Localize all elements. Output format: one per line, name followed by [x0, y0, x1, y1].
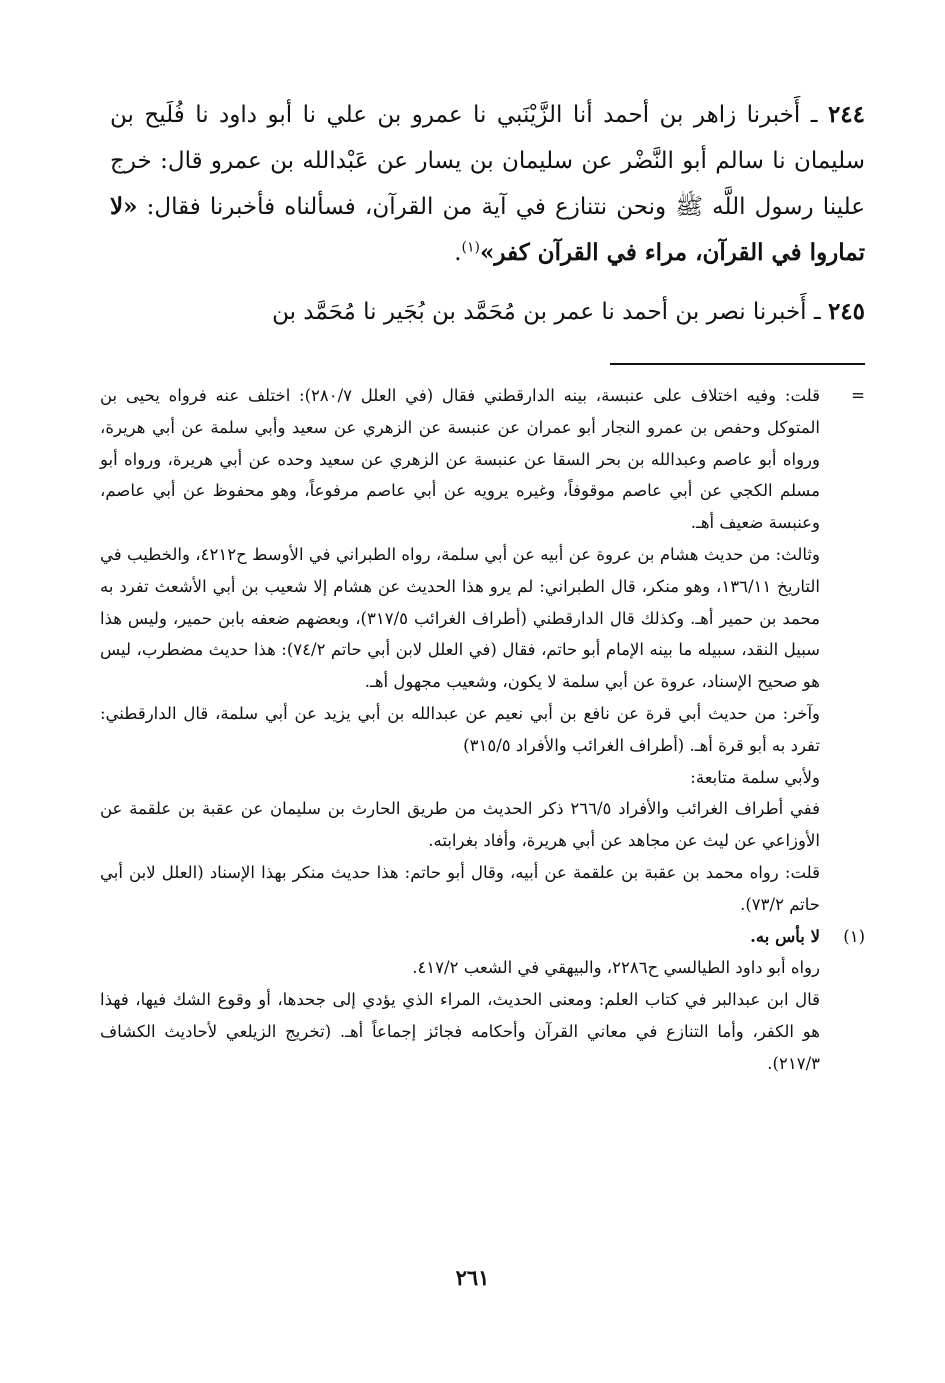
footnote-marker: (١) [843, 926, 865, 946]
main-text [110, 92, 865, 348]
footnotes [100, 380, 865, 1080]
footnote-paragraph: قلت: رواه محمد بن عقبة بن علقمة عن أبيه، وقال أبو حاتم: هذا حديث منكر بهذا الإسناد (العلل لابن أبي حاتم ٧٣/٢). [100, 862, 820, 914]
footnote-separator [610, 363, 865, 365]
footnote-body [100, 380, 820, 921]
hadith-text: ـ أَخبرنا نصر بن أحمد نا عمر بن مُحَمَّد بن بُجَير نا مُحَمَّد بن [272, 299, 828, 325]
footnote-paragraph: رواه أبو داود الطيالسي ح٢٢٨٦، والبيهقي في الشعب ٤١٧/٢. [412, 958, 820, 978]
hadith-quote: «لا تماروا في القرآن، مراء في القرآن كفر» [110, 193, 865, 266]
footnote-1 [100, 921, 865, 1080]
footnote-reference[interactable]: (١) [461, 239, 481, 256]
hadith-text: ـ أَخبرنا زاهر بن أحمد أنا الزَّيْنَبي نا عمرو بن علي نا أبو داود نا فُلَيح بن سليمان نا سالم أبو النَّضْر عن سليمان بن يسار عن عَبْدالله بن عمرو قال: خرج علينا رسول اللَّه ﷺ ونحن نتنازع في آية من القرآن، فسألناه فأخبرنا فقال: [110, 102, 865, 220]
footnote-paragraph: قال ابن عبدالبر في كتاب العلم: ومعنى الحديث، المراء الذي يؤدي إلى جحدها، أو وقوع الشك فيها، فهذا هو الكفر، وأما التنازع في معاني القرآن وأحكامه فجائز إجماعاً أهـ. (تخريج الزيلعي لأحاديث الكشاف ٢١٧/٣). [100, 990, 820, 1073]
footnote-paragraph: وثالث: من حديث هشام بن عروة عن أبيه عن أبي سلمة، رواه الطبراني في الأوسط ح٤٢١٢، والخطيب في التاريخ ١٣٦/١١، وهو منكر، قال الطبراني: لم يرو هذا الحديث عن هشام إلا شعيب بن أبي الأشعث تفرد به محمد بن حمير أهـ. وكذلك قال الدارقطني (أطراف الغرائب ٣١٧/٥)، وبعضهم ضعفه بابن حمير، وليس هذا سبيل النقد، سبيله ما بينه الإمام أبو حاتم، فقال (في العلل لابن أبي حاتم ٧٤/٢): هذا حديث مضطرب، ليس هو صحيح الإسناد، عروة عن أبي سلمة لا يكون، وشعيب مجهول أهـ. [100, 544, 821, 692]
footnote-paragraph: وآخر: من حديث أبي قرة عن نافع بن أبي نعيم عن عبدالله بن أبي يزيد عن أبي سلمة، قال الدارقطني: تفرد به أبو قرة أهـ. (أطراف الغرائب والأفراد ٣١٥/٥) [100, 703, 820, 755]
footnote-continuation [100, 380, 865, 921]
footnote-heading: لا بأس به. [750, 926, 820, 946]
hadith-end: . [454, 240, 462, 266]
hadith-number: ٢٤٤ [827, 101, 865, 128]
hadith-244 [110, 92, 865, 276]
continuation-marker: = [851, 386, 865, 405]
page-number: ٢٦١ [455, 1265, 490, 1290]
footnote-body [100, 921, 820, 1080]
footnote-paragraph: قلت: وفيه اختلاف على عنبسة، بينه الدارقطني فقال (في العلل ٢٨٠/٧): اختلف عنه فرواه يحيى بن المتوكل وحفص بن عمرو النجار أبو عمران عن عنبسة عن الزهري عن سعيد وأبي سلمة عن أبي هريرة، ورواه أبو عاصم وعبدالله بن بحر السقا عن عنبسة عن الزهري عن سعيد وحده عن أبي هريرة، ورواه أبو مسلم الكجي عن أبي عاصم موقوفاً، وغيره يرويه عن أبي عاصم مرفوعاً، وهو محفوظ عن أبي عاصم، وعنبسة ضعيف أهـ. [100, 386, 820, 533]
hadith-number: ٢٤٥ [827, 298, 865, 325]
footnote-paragraph: ففي أطراف الغرائب والأفراد ٢٦٦/٥ ذكر الحديث من طريق الحارث بن سليمان عن عقبة بن علقمة عن الأوزاعي عن ليث عن مجاهد عن أبي هريرة، وأفاد بغرابته. [100, 799, 820, 851]
hadith-245 [110, 289, 865, 335]
footnote-paragraph: ولأبي سلمة متابعة: [690, 767, 820, 787]
